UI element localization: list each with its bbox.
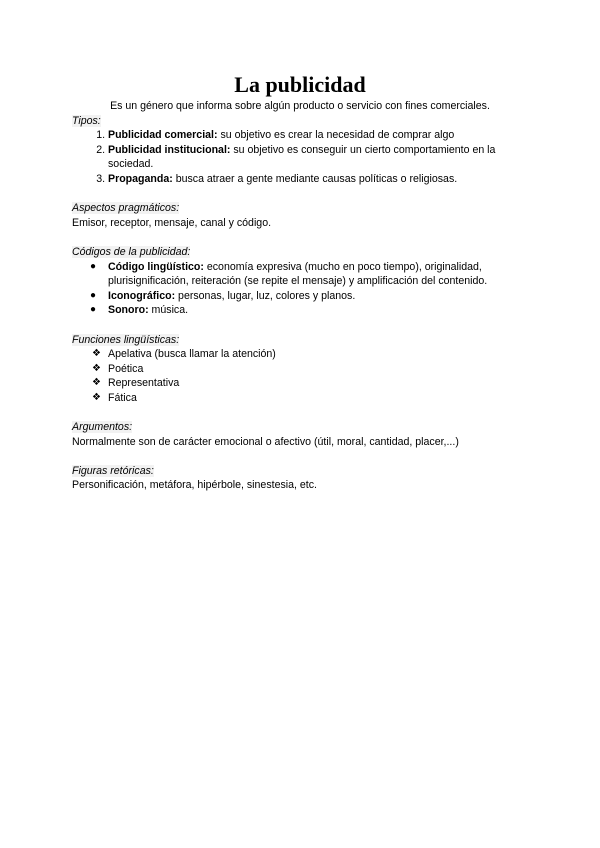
diamond-bullet-icon: ❖ bbox=[92, 348, 101, 360]
tipos-heading: Tipos: bbox=[72, 114, 101, 127]
bullet-icon: ● bbox=[90, 289, 97, 301]
argumentos-text: Normalmente son de carácter emocional o afectivo (útil, moral, cantidad, placer,...) bbox=[72, 435, 459, 448]
list-item: 3. Propaganda: busca atraer a gente mediante causas políticas o religiosas. bbox=[108, 172, 528, 187]
list-item: 1. Publicidad comercial: su objetivo es crear la necesidad de comprar algo bbox=[108, 128, 528, 143]
diamond-bullet-icon: ❖ bbox=[92, 391, 101, 403]
diamond-bullet-icon: ❖ bbox=[92, 377, 101, 389]
figuras-text: Personificación, metáfora, hipérbole, sinestesia, etc. bbox=[72, 479, 317, 492]
aspectos-heading: Aspectos pragmáticos: bbox=[72, 202, 180, 215]
list-item: ❖ Representativa bbox=[92, 377, 180, 390]
list-item: ❖ Poética bbox=[92, 362, 144, 375]
page-title: La publicidad bbox=[234, 72, 366, 97]
bullet-icon: ● bbox=[90, 304, 97, 316]
list-item: ❖ Fática bbox=[92, 391, 137, 404]
diamond-bullet-icon: ❖ bbox=[92, 362, 101, 374]
argumentos-heading: Argumentos: bbox=[72, 421, 133, 434]
list-item: 2. Publicidad institucional: su objetivo es conseguir un cierto comportamiento en la sociedad. bbox=[108, 143, 528, 172]
funciones-list bbox=[72, 347, 528, 405]
list-item: ❖ Apelativa (busca llamar la atención) bbox=[92, 348, 276, 361]
list-item: ● Iconográfico: personas, lugar, luz, colores y planos. bbox=[90, 289, 356, 302]
codigos-heading: Códigos de la publicidad: bbox=[72, 245, 191, 258]
codigos-list bbox=[72, 260, 528, 318]
aspectos-text: Emisor, receptor, mensaje, canal y código. bbox=[72, 216, 272, 229]
tipos-list bbox=[72, 128, 528, 186]
document-content bbox=[72, 72, 528, 493]
funciones-heading: Funciones lingüísticas: bbox=[72, 333, 180, 346]
figuras-heading: Figuras retóricas: bbox=[72, 464, 154, 477]
list-item: ● Código lingüístico: economía expresiva (mucho en poco tiempo), originalidad, plurisignificación, reiteración (se repite el mensaje) y amplificación del contenido. bbox=[90, 260, 488, 288]
bullet-icon: ● bbox=[90, 260, 97, 272]
intro-text: Es un género que informa sobre algún producto o servicio con fines comerciales. bbox=[110, 100, 490, 112]
list-item: ● Sonoro: música. bbox=[90, 304, 189, 317]
